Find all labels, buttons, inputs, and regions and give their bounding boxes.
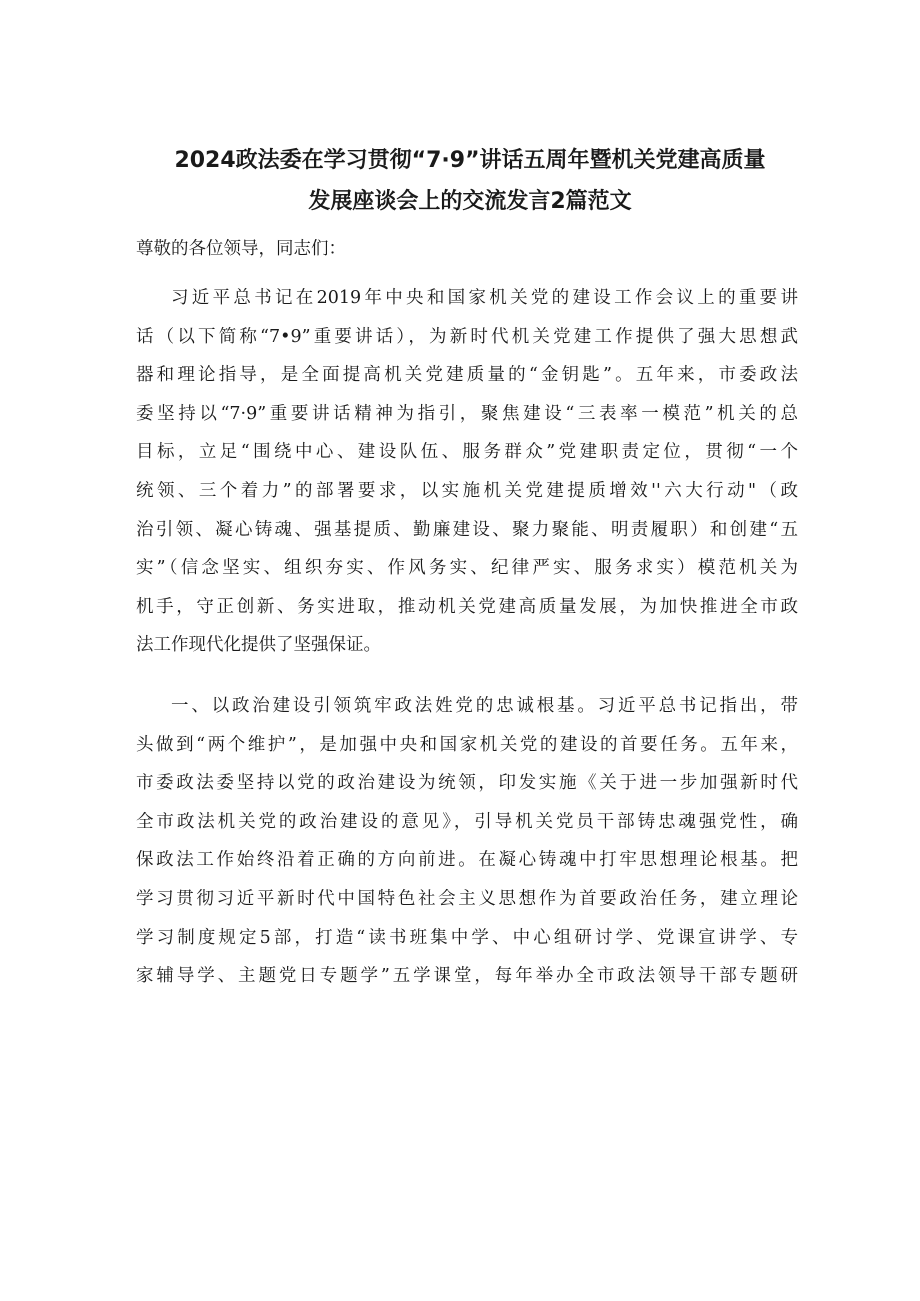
paragraph-line: 目标，立足“围绕中心、建设队伍、服务群众”党建职责定位，贯彻“一个 [136,442,798,463]
paragraph-intro [136,279,798,665]
paragraph-line: 学习制度规定5部，打造“读书班集中学、中心组研讨学、党课宣讲学、专 [136,927,798,948]
paragraph-line: 一、以政治建设引领筑牢政法姓党的忠诚根基。习近平总书记指出，带 [171,695,798,716]
title-line-2: 发展座谈会上的交流发言2篇范文 [308,189,632,214]
paragraph-line: 市委政法委坚持以党的政治建设为统领，印发实施《关于进一步加强新时代 [136,773,798,794]
paragraph-line: 法工作现代化提供了坚强保证。 [136,635,381,656]
paragraph-line: 家辅导学、主题党日专题学”五学课堂，每年举办全市政法领导干部专题研 [136,966,798,987]
paragraph-line: 头做到“两个维护”，是加强中央和国家机关党的建设的首要任务。五年来， [136,734,798,755]
paragraph-line: 全市政法机关党的政治建设的意见》，引导机关党员干部铸忠魂强党性，确 [136,811,798,832]
title-line-1: 2024政法委在学习贯彻“7·9”讲话五周年暨机关党建高质量 [174,148,766,173]
salutation: 尊敬的各位领导，同志们： [136,239,346,259]
paragraph-line: 器和理论指导，是全面提高机关党建质量的“金钥匙”。五年来，市委政法 [136,365,798,386]
document-title [136,140,798,222]
paragraph-line: 学习贯彻习近平新时代中国特色社会主义思想作为首要政治任务，建立理论 [136,888,798,909]
paragraph-line: 治引领、凝心铸魂、强基提质、勤廉建设、聚力聚能、明责履职）和创建“五 [136,519,798,540]
paragraph-line: 习近平总书记在2019年中央和国家机关党的建设工作会议上的重要讲 [171,288,798,308]
paragraph-section-one [136,687,798,996]
paragraph-line: 委坚持以“7·9”重要讲话精神为指引，聚焦建设“三表率一模范”机关的总 [136,403,798,424]
paragraph-line: 话（以下简称“7•9”重要讲话），为新时代机关党建工作提供了强大思想武 [136,326,798,347]
paragraph-line: 机手，守正创新、务实进取，推动机关党建高质量发展，为加快推进全市政 [136,596,798,617]
paragraph-line: 实”（信念坚实、组织夯实、作风务实、纪律严实、服务求实）模范机关为 [136,558,798,579]
paragraph-line: 保政法工作始终沿着正确的方向前进。在凝心铸魂中打牢思想理论根基。把 [136,850,798,871]
paragraph-line: 统领、三个着力”的部署要求，以实施机关党建提质增效''六大行动"（政 [136,480,798,501]
